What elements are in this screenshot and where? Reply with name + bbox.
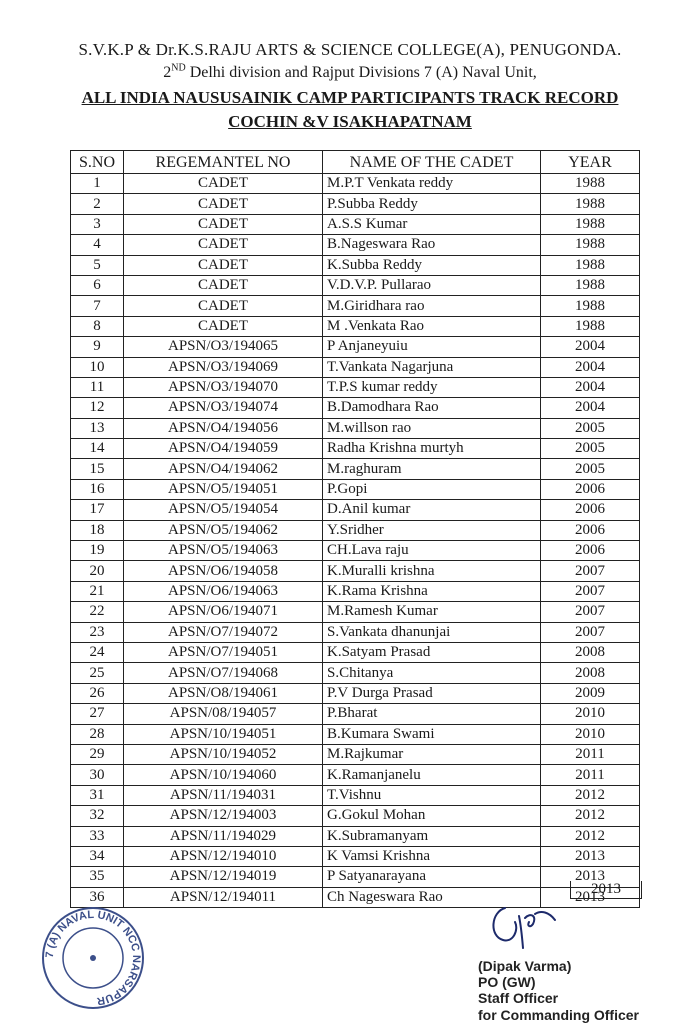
table-row xyxy=(71,561,640,581)
cell-year: 1988 xyxy=(541,194,640,214)
cell-regimental-no: APSN/O4/194062 xyxy=(124,459,323,479)
cell-regimental-no: CADET xyxy=(124,255,323,275)
table-header-row xyxy=(71,151,640,174)
cell-sno: 36 xyxy=(71,887,124,907)
cell-year: 2006 xyxy=(541,541,640,561)
table-body xyxy=(71,174,640,908)
cell-year: 2008 xyxy=(541,663,640,683)
table-row xyxy=(71,316,640,336)
cell-cadet-name: V.D.V.P. Pullarao xyxy=(323,275,541,295)
cell-year: 2010 xyxy=(541,724,640,744)
cell-sno: 34 xyxy=(71,846,124,866)
table-row xyxy=(71,296,640,316)
cell-year: 2008 xyxy=(541,642,640,662)
cell-regimental-no: APSN/O7/194072 xyxy=(124,622,323,642)
cell-sno: 9 xyxy=(71,337,124,357)
naval-unit-stamp xyxy=(40,905,146,1011)
table-row xyxy=(71,500,640,520)
cell-cadet-name: P Satyanarayana xyxy=(323,867,541,887)
cell-regimental-no: APSN/O4/194056 xyxy=(124,418,323,438)
stamp-text: 7 (A) NAVAL UNIT NCC NARSAPUR xyxy=(43,908,143,1007)
table-row xyxy=(71,683,640,703)
cell-regimental-no: APSN/12/194011 xyxy=(124,887,323,907)
cell-sno: 1 xyxy=(71,174,124,194)
document-title: ALL INDIA NAUSUSAINIK CAMP PARTICIPANTS TRACK RECORD xyxy=(81,88,619,107)
cell-sno: 12 xyxy=(71,398,124,418)
table-row xyxy=(71,744,640,764)
cell-cadet-name: P.Bharat xyxy=(323,704,541,724)
cell-regimental-no: APSN/O3/194074 xyxy=(124,398,323,418)
cell-cadet-name: Y.Sridher xyxy=(323,520,541,540)
cell-year: 2004 xyxy=(541,377,640,397)
cell-regimental-no: APSN/12/194003 xyxy=(124,806,323,826)
cell-cadet-name: K.Subba Reddy xyxy=(323,255,541,275)
cell-cadet-name: K.Rama Krishna xyxy=(323,581,541,601)
cell-sno: 8 xyxy=(71,316,124,336)
cell-year: 2011 xyxy=(541,765,640,785)
document-subtitle: COCHIN &V ISAKHAPATNAM xyxy=(228,112,472,131)
cell-year: 1988 xyxy=(541,296,640,316)
table-row xyxy=(71,765,640,785)
table-row xyxy=(71,785,640,805)
cell-year: 1988 xyxy=(541,255,640,275)
cell-cadet-name: K.Satyam Prasad xyxy=(323,642,541,662)
cell-year: 2007 xyxy=(541,581,640,601)
cell-cadet-name: M.Giridhara rao xyxy=(323,296,541,316)
cell-year: 2004 xyxy=(541,398,640,418)
cell-year: 1988 xyxy=(541,235,640,255)
cell-regimental-no: APSN/10/194052 xyxy=(124,744,323,764)
cell-sno: 27 xyxy=(71,704,124,724)
cell-sno: 29 xyxy=(71,744,124,764)
cell-sno: 20 xyxy=(71,561,124,581)
cell-regimental-no: APSN/08/194057 xyxy=(124,704,323,724)
college-name-heading: S.V.K.P & Dr.K.S.RAJU ARTS & SCIENCE COLLEGE(A), PENUGONDA. xyxy=(78,40,622,59)
table-row xyxy=(71,724,640,744)
signatory-for: for Commanding Officer xyxy=(478,1007,640,1023)
table-row xyxy=(71,622,640,642)
cell-regimental-no: CADET xyxy=(124,316,323,336)
table-row xyxy=(71,194,640,214)
cell-year: 2006 xyxy=(541,500,640,520)
column-header-cadet-name: NAME OF THE CADET xyxy=(323,151,541,174)
table-row xyxy=(71,642,640,662)
column-header-regimental-no: REGEMANTEL NO xyxy=(124,151,323,174)
signatory-rank: PO (GW) xyxy=(478,974,536,990)
cell-regimental-no: APSN/O6/194058 xyxy=(124,561,323,581)
extra-year-cell: 2013 xyxy=(570,881,642,899)
cell-regimental-no: CADET xyxy=(124,174,323,194)
cell-sno: 17 xyxy=(71,500,124,520)
cell-regimental-no: CADET xyxy=(124,275,323,295)
cell-regimental-no: APSN/O3/194069 xyxy=(124,357,323,377)
cell-year: 2005 xyxy=(541,459,640,479)
cell-cadet-name: T.Vankata Nagarjuna xyxy=(323,357,541,377)
cell-sno: 3 xyxy=(71,214,124,234)
cell-cadet-name: S.Chitanya xyxy=(323,663,541,683)
cell-cadet-name: B.Kumara Swami xyxy=(323,724,541,744)
table-row xyxy=(71,337,640,357)
cell-year: 2005 xyxy=(541,418,640,438)
cell-sno: 24 xyxy=(71,642,124,662)
cell-cadet-name: P Anjaneyuiu xyxy=(323,337,541,357)
table-row xyxy=(71,826,640,846)
table-row xyxy=(71,174,640,194)
cell-sno: 23 xyxy=(71,622,124,642)
cell-year: 2007 xyxy=(541,602,640,622)
cell-year: 2012 xyxy=(541,826,640,846)
table-row xyxy=(71,520,640,540)
cell-year: 2009 xyxy=(541,683,640,703)
cell-sno: 22 xyxy=(71,602,124,622)
cell-cadet-name: B.Nageswara Rao xyxy=(323,235,541,255)
cell-year: 2006 xyxy=(541,520,640,540)
cell-year: 1988 xyxy=(541,316,640,336)
cell-cadet-name: T.Vishnu xyxy=(323,785,541,805)
signatory-title: Staff Officer xyxy=(478,990,559,1006)
table-row xyxy=(71,439,640,459)
cell-cadet-name: T.P.S kumar reddy xyxy=(323,377,541,397)
cell-cadet-name: A.S.S Kumar xyxy=(323,214,541,234)
cell-cadet-name: K.Muralli krishna xyxy=(323,561,541,581)
cell-year: 2013 xyxy=(541,867,640,887)
cell-sno: 18 xyxy=(71,520,124,540)
cell-sno: 14 xyxy=(71,439,124,459)
cell-cadet-name: CH.Lava raju xyxy=(323,541,541,561)
cell-regimental-no: APSN/11/194029 xyxy=(124,826,323,846)
cell-sno: 21 xyxy=(71,581,124,601)
cell-regimental-no: APSN/O3/194065 xyxy=(124,337,323,357)
cell-regimental-no: APSN/O7/194068 xyxy=(124,663,323,683)
cell-sno: 31 xyxy=(71,785,124,805)
cell-cadet-name: Ch Nageswara Rao xyxy=(323,887,541,907)
table-row xyxy=(71,602,640,622)
cell-year: 1988 xyxy=(541,214,640,234)
cell-year: 2005 xyxy=(541,439,640,459)
cell-sno: 35 xyxy=(71,867,124,887)
cell-sno: 25 xyxy=(71,663,124,683)
cell-cadet-name: G.Gokul Mohan xyxy=(323,806,541,826)
cell-cadet-name: P.Gopi xyxy=(323,479,541,499)
cell-year: 2010 xyxy=(541,704,640,724)
table-row xyxy=(71,235,640,255)
cell-cadet-name: K.Ramanjanelu xyxy=(323,765,541,785)
cell-sno: 28 xyxy=(71,724,124,744)
cell-regimental-no: APSN/O3/194070 xyxy=(124,377,323,397)
cell-sno: 16 xyxy=(71,479,124,499)
table-row xyxy=(71,541,640,561)
cell-cadet-name: M.P.T Venkata reddy xyxy=(323,174,541,194)
cell-regimental-no: CADET xyxy=(124,214,323,234)
cell-sno: 4 xyxy=(71,235,124,255)
cell-sno: 11 xyxy=(71,377,124,397)
cell-cadet-name: D.Anil kumar xyxy=(323,500,541,520)
cell-regimental-no: APSN/O6/194071 xyxy=(124,602,323,622)
cell-regimental-no: APSN/O5/194054 xyxy=(124,500,323,520)
cell-regimental-no: APSN/O5/194051 xyxy=(124,479,323,499)
cell-cadet-name: B.Damodhara Rao xyxy=(323,398,541,418)
table-row xyxy=(71,214,640,234)
cell-year: 2013 xyxy=(541,887,640,907)
cell-cadet-name: M.raghuram xyxy=(323,459,541,479)
cell-year: 2012 xyxy=(541,785,640,805)
division-text: Delhi division and Rajput Divisions 7 (A) Naval Unit, xyxy=(185,64,537,81)
participants-table xyxy=(70,150,640,908)
cell-year: 1988 xyxy=(541,174,640,194)
cell-cadet-name: M.Ramesh Kumar xyxy=(323,602,541,622)
cell-regimental-no: APSN/12/194010 xyxy=(124,846,323,866)
table-row xyxy=(71,459,640,479)
cell-sno: 19 xyxy=(71,541,124,561)
cell-year: 2011 xyxy=(541,744,640,764)
cell-cadet-name: P.V Durga Prasad xyxy=(323,683,541,703)
table-row xyxy=(71,398,640,418)
cell-regimental-no: APSN/12/194019 xyxy=(124,867,323,887)
cell-year: 2013 xyxy=(541,846,640,866)
table-row xyxy=(71,479,640,499)
cell-cadet-name: S.Vankata dhanunjai xyxy=(323,622,541,642)
table-row xyxy=(71,867,640,887)
table-row xyxy=(71,275,640,295)
cell-regimental-no: CADET xyxy=(124,194,323,214)
cell-cadet-name: M .Venkata Rao xyxy=(323,316,541,336)
cell-cadet-name: K Vamsi Krishna xyxy=(323,846,541,866)
table-row xyxy=(71,581,640,601)
cell-year: 2004 xyxy=(541,357,640,377)
cell-year: 1988 xyxy=(541,275,640,295)
division-ordinal-suffix: ND xyxy=(171,62,186,74)
cell-regimental-no: APSN/O4/194059 xyxy=(124,439,323,459)
cell-regimental-no: APSN/10/194060 xyxy=(124,765,323,785)
signature xyxy=(485,900,565,952)
cell-sno: 15 xyxy=(71,459,124,479)
table-row xyxy=(71,255,640,275)
cell-sno: 30 xyxy=(71,765,124,785)
cell-regimental-no: APSN/O7/194051 xyxy=(124,642,323,662)
cell-year: 2004 xyxy=(541,337,640,357)
cell-cadet-name: Radha Krishna murtyh xyxy=(323,439,541,459)
table-row xyxy=(71,704,640,724)
cell-cadet-name: M.willson rao xyxy=(323,418,541,438)
cell-sno: 5 xyxy=(71,255,124,275)
cell-regimental-no: APSN/11/194031 xyxy=(124,785,323,805)
cell-sno: 26 xyxy=(71,683,124,703)
cell-year: 2007 xyxy=(541,622,640,642)
cell-year: 2007 xyxy=(541,561,640,581)
cell-sno: 10 xyxy=(71,357,124,377)
cell-year: 2012 xyxy=(541,806,640,826)
signatory-name: (Dipak Varma) xyxy=(478,958,572,974)
cell-year: 2006 xyxy=(541,479,640,499)
cell-cadet-name: M.Rajkumar xyxy=(323,744,541,764)
division-subheading xyxy=(40,64,660,82)
cell-regimental-no: APSN/O8/194061 xyxy=(124,683,323,703)
cell-sno: 32 xyxy=(71,806,124,826)
table-row xyxy=(71,806,640,826)
cell-cadet-name: K.Subramanyam xyxy=(323,826,541,846)
cell-regimental-no: APSN/O6/194063 xyxy=(124,581,323,601)
cell-regimental-no: APSN/O5/194063 xyxy=(124,541,323,561)
division-ordinal: 2 xyxy=(163,64,172,81)
cell-cadet-name: P.Subba Reddy xyxy=(323,194,541,214)
column-header-year: YEAR xyxy=(541,151,640,174)
table-row xyxy=(71,846,640,866)
table-row xyxy=(71,357,640,377)
cell-sno: 13 xyxy=(71,418,124,438)
table-row xyxy=(71,377,640,397)
cell-sno: 2 xyxy=(71,194,124,214)
cell-regimental-no: CADET xyxy=(124,235,323,255)
cell-sno: 7 xyxy=(71,296,124,316)
cell-regimental-no: APSN/10/194051 xyxy=(124,724,323,744)
cell-regimental-no: CADET xyxy=(124,296,323,316)
table-row xyxy=(71,418,640,438)
cell-sno: 6 xyxy=(71,275,124,295)
cell-sno: 33 xyxy=(71,826,124,846)
table-row xyxy=(71,663,640,683)
cell-regimental-no: APSN/O5/194062 xyxy=(124,520,323,540)
column-header-sno: S.NO xyxy=(71,151,124,174)
